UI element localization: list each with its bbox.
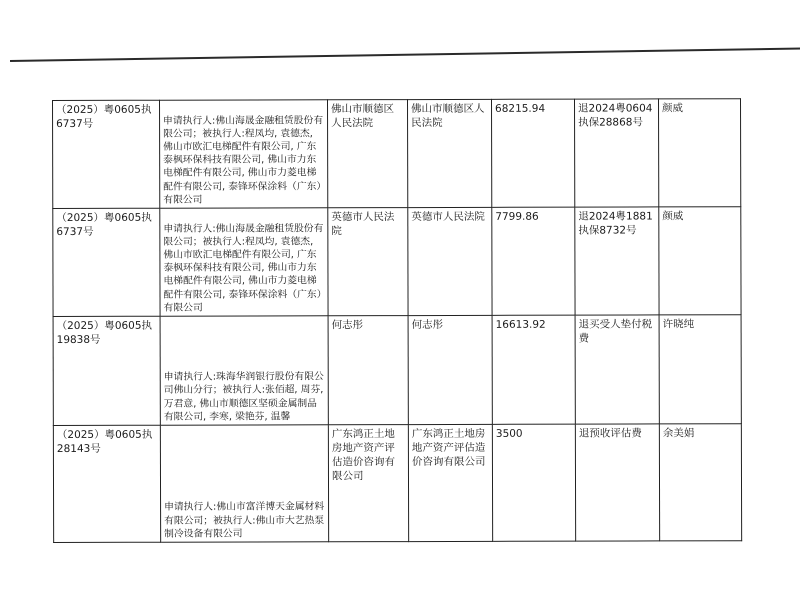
case-number-cell: （2025）粤0605执19838号: [53, 316, 160, 425]
handler-cell: 余美娟: [659, 424, 741, 541]
parties-text: 申请执行人:珠海华润银行股份有限公司佛山分行；被执行人:张佰超, 周芬, 万君意, 佛山市顺德区坚硕金属制品有限公司, 李寒, 梁艳芬, 温馨: [163, 371, 324, 423]
reason-cell: 退2024粤0604执保28868号: [574, 99, 658, 207]
payee-cell: 广东鸿正土地房地产资产评估造价咨询有限公司: [408, 424, 492, 541]
handler-cell: 颜威: [658, 99, 740, 207]
parties-text: 申请执行人:佛山海晟金融租赁股份有限公司；被执行人:程凤均, 袁德杰, 佛山市欧汇电梯配件有限公司, 广东泰枫环保科技有限公司, 佛山市力东电梯配件有限公司, 佛山市力菱电梯配件有限公司, 泰锋环保涂料（广东）有限公司: [163, 114, 324, 206]
amount-cell: 68215.94: [491, 99, 574, 207]
payee-cell: 何志彤: [408, 315, 492, 424]
amount-cell: 3500: [492, 424, 575, 541]
table-row: [53, 424, 741, 543]
handler-cell: 许晓纯: [659, 315, 741, 424]
parties-cell: [160, 316, 328, 425]
table-row: [53, 315, 741, 426]
case-number-cell: （2025）粤0605执6737号: [53, 208, 160, 316]
payee-cell: 佛山市顺德区人民法院: [408, 99, 492, 207]
payer-cell: 何志彤: [328, 316, 408, 425]
case-number-cell: （2025）粤0605执28143号: [53, 425, 160, 542]
case-number-cell: （2025）粤0605执6737号: [53, 100, 160, 208]
payer-cell: 广东鸿正土地房地产资产评估造价咨询有限公司: [328, 425, 408, 542]
parties-cell: [160, 100, 328, 208]
payer-cell: 佛山市顺德区人民法院: [328, 100, 408, 208]
reason-cell: 退2024粤1881执保8732号: [575, 207, 659, 315]
parties-text: 申请执行人:佛山海晟金融租赁股份有限公司；被执行人:程凤均, 袁德杰, 佛山市欧汇电梯配件有限公司, 广东泰枫环保科技有限公司, 佛山市力东电梯配件有限公司, 佛山市力菱电梯配件有限公司, 泰锋环保涂料（广东）有限公司: [163, 222, 324, 314]
payee-cell: 英德市人民法院: [408, 207, 492, 315]
handler-cell: 颜威: [659, 207, 741, 315]
parties-text: 申请执行人:佛山市富洋博天金属材料有限公司；被执行人:佛山市大艺热泵制冷设备有限公司: [164, 501, 325, 540]
refund-table: [52, 98, 742, 543]
table-row: [53, 207, 741, 317]
parties-cell: [160, 425, 328, 542]
document-sheet: [52, 98, 742, 543]
payer-cell: 英德市人民法院: [328, 208, 408, 316]
reason-cell: 退预收评估费: [575, 424, 659, 541]
amount-cell: 16613.92: [492, 315, 575, 424]
scanned-page-edge: [10, 47, 800, 62]
parties-cell: [160, 208, 328, 316]
reason-cell: 退买受人垫付税费: [575, 315, 659, 424]
table-row: [53, 99, 741, 209]
amount-cell: 7799.86: [492, 207, 575, 315]
